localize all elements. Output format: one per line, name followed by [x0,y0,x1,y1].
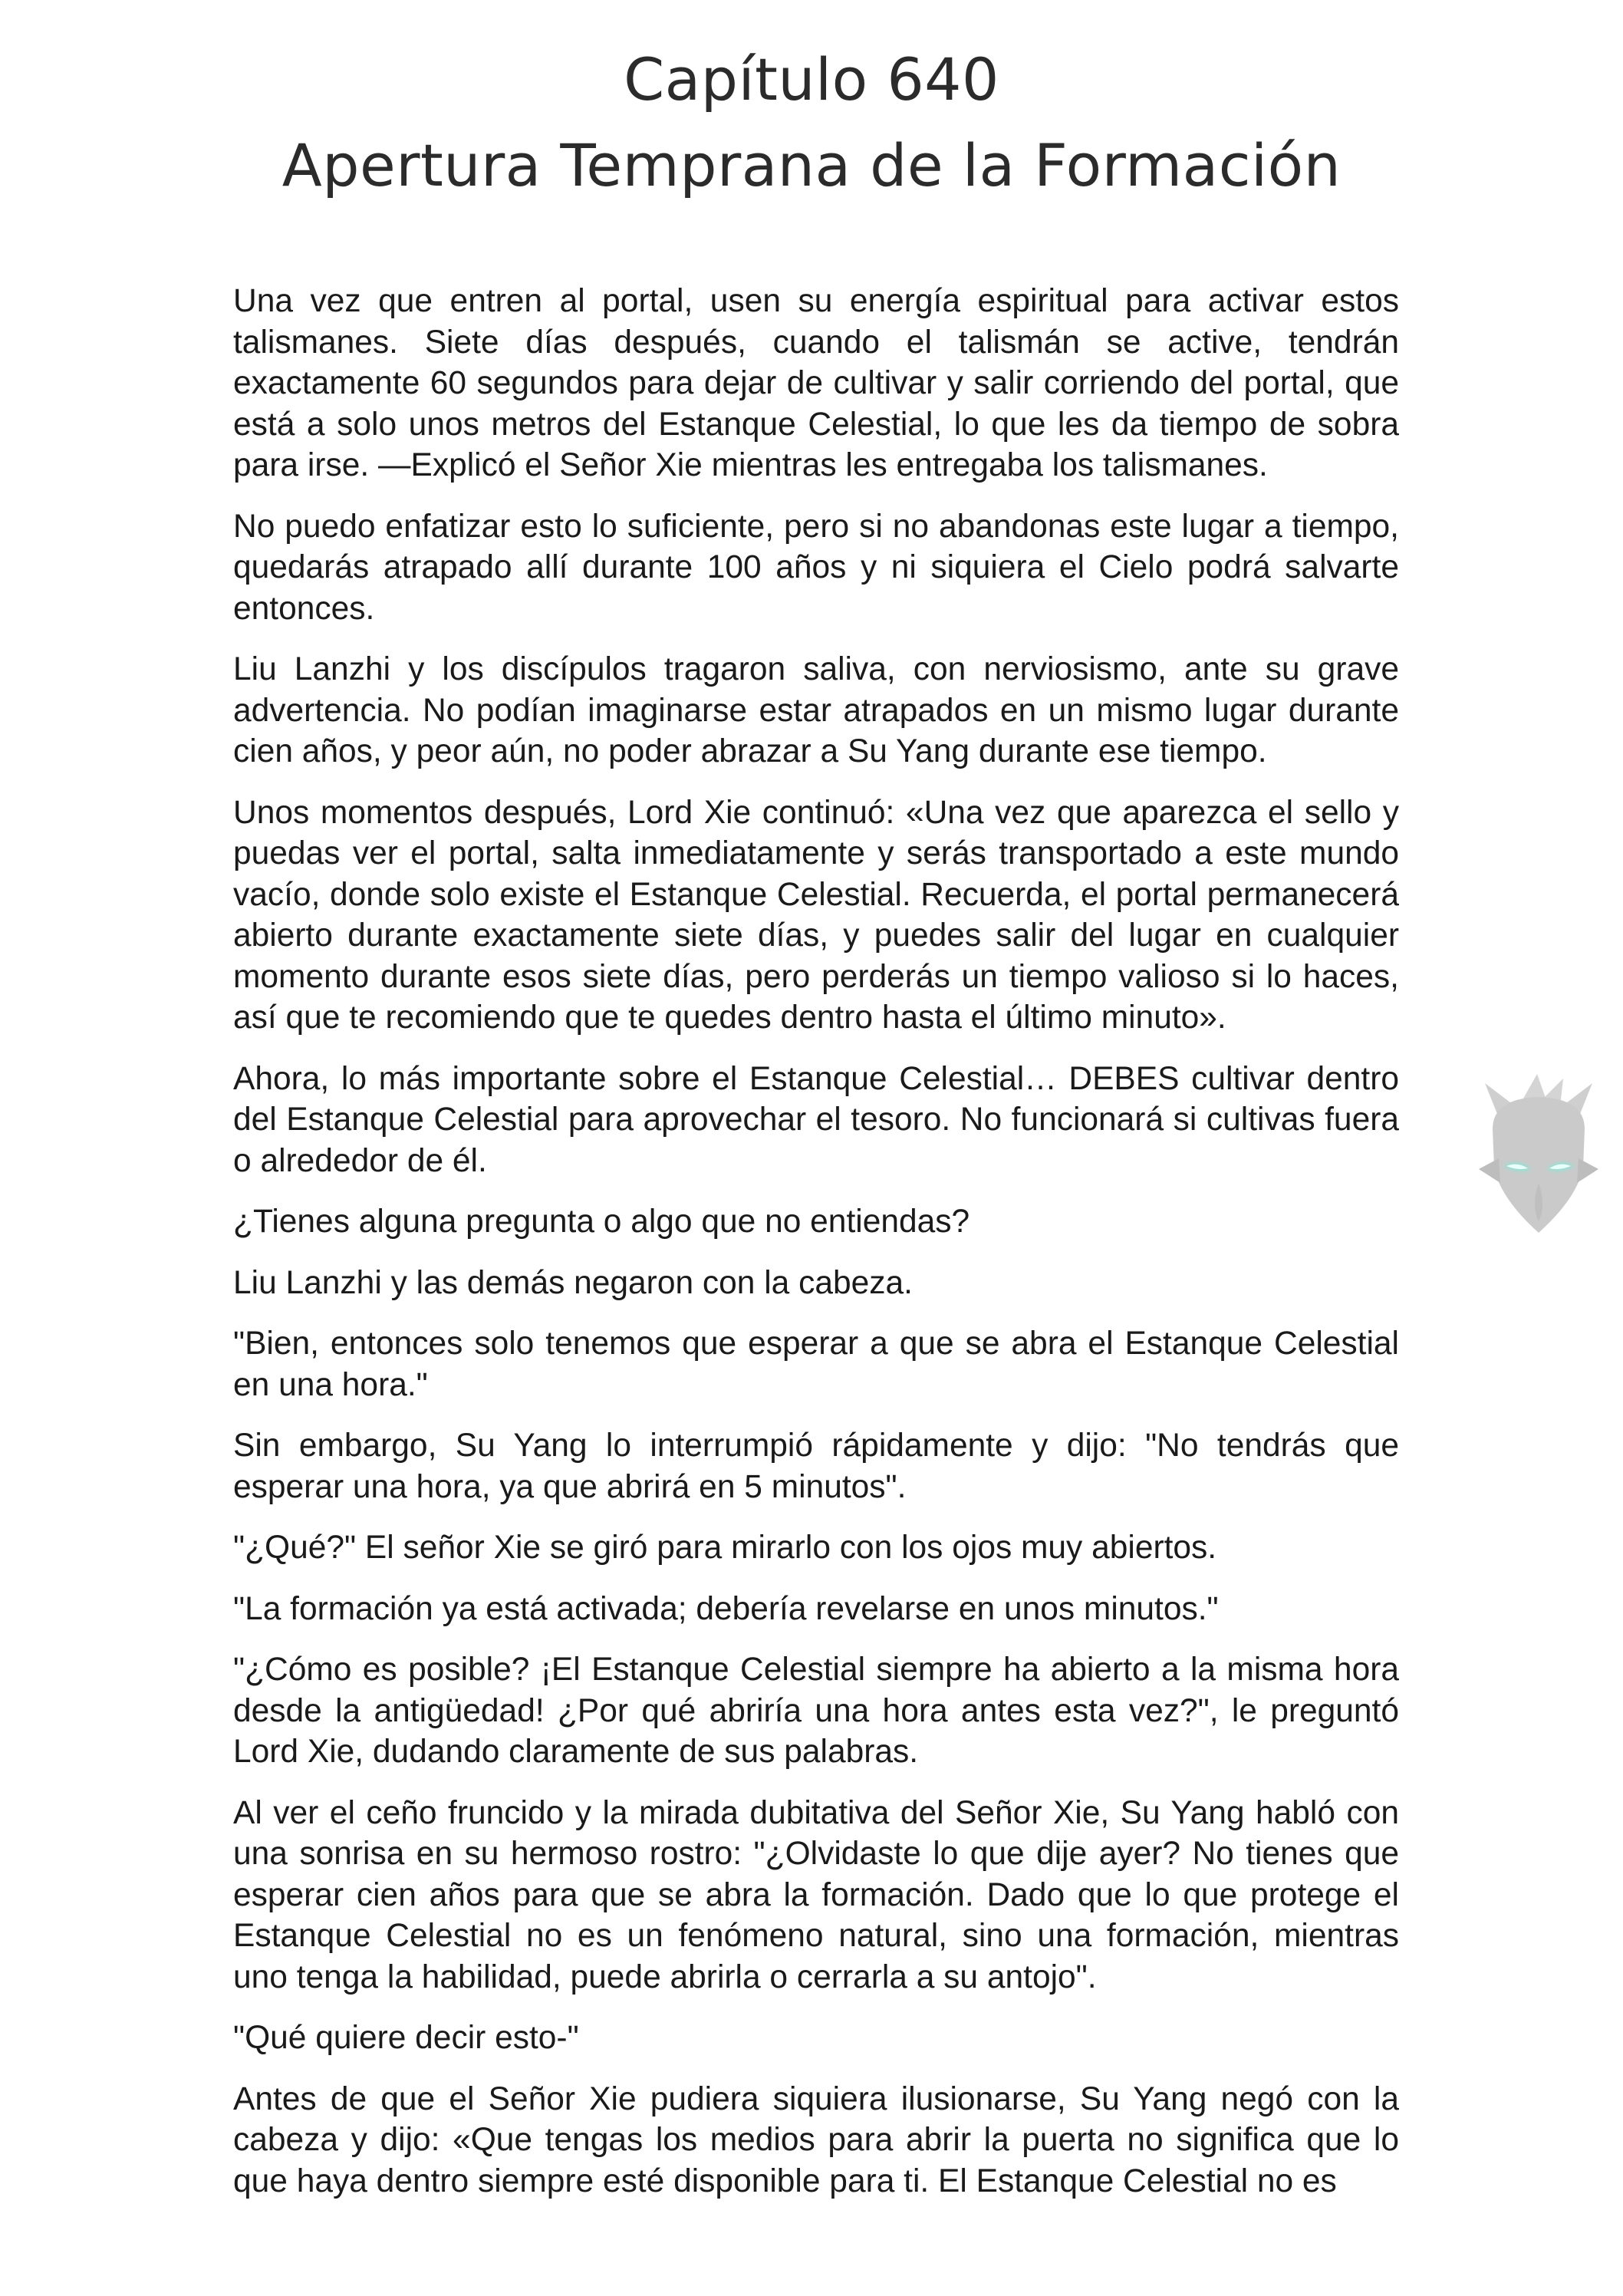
paragraph: "Qué quiere decir esto-" [233,2020,579,2056]
paragraph: Liu Lanzhi y los discípulos tragaron saliva, con nerviosismo, ante su grave advertencia. No podían imaginarse estar atrapados en un mismo lugar durante cien años, y peor aún, no poder abrazar a Su Yang durante ese tiempo. [233,651,1399,769]
paragraph: No puedo enfatizar esto lo suficiente, pero si no abandonas este lugar a tiempo, quedarás atrapado allí durante 100 años y ni siquiera el Cielo podrá salvarte entonces. [233,508,1399,627]
chapter-header [0,37,1623,209]
paragraph: "La formación ya está activada; debería revelarse en unos minutos." [233,1590,1219,1627]
chapter-number: Capítulo 640 [624,45,999,114]
chapter-body [233,281,1399,2222]
chapter-title: Apertura Temprana de la Formación [281,131,1342,199]
demon-head-icon [1470,1068,1608,1244]
paragraph: Una vez que entren al portal, usen su energía espiritual para activar estos talismanes. Siete días después, cuando el talismán se active, tendrán exactamente 60 segundos para dejar de cultivar y salir corriendo del portal, que está a solo unos metros del Estanque Celestial, lo que les da tiempo de sobra para irse. —Explicó el Señor Xie mientras les entregaba los talismanes. [233,283,1399,483]
paragraph: ¿Tienes alguna pregunta o algo que no entiendas? [233,1204,970,1240]
paragraph: Sin embargo, Su Yang lo interrumpió rápidamente y dijo: "No tendrás que esperar una hora, ya que abrirá en 5 minutos". [233,1428,1399,1505]
paragraph: "Bien, entonces solo tenemos que esperar a que se abra el Estanque Celestial en una hora." [233,1326,1399,1403]
demon-head-logo [1470,1068,1608,1244]
paragraph: Liu Lanzhi y las demás negaron con la cabeza. [233,1264,913,1301]
paragraph: Antes de que el Señor Xie pudiera siquiera ilusionarse, Su Yang negó con la cabeza y dijo: «Que tengas los medios para abrir la puerta no significa que lo que haya dentro siempre esté disponible para ti. El Estanque Celestial no es [233,2080,1399,2199]
paragraph: Al ver el ceño fruncido y la mirada dubitativa del Señor Xie, Su Yang habló con una sonrisa en su hermoso rostro: "¿Olvidaste lo que dije ayer? No tienes que esperar cien años para que se abra la formación. Dado que lo que protege el Estanque Celestial no es un fenómeno natural, sino una formación, mientras uno tenga la habilidad, puede abrirla o cerrarla a su antojo". [233,1794,1399,1995]
paragraph: Ahora, lo más importante sobre el Estanque Celestial… DEBES cultivar dentro del Estanque Celestial para aprovechar el tesoro. No funcionará si cultivas fuera o alrededor de él. [233,1060,1399,1179]
paragraph: "¿Cómo es posible? ¡El Estanque Celestial siempre ha abierto a la misma hora desde la antigüedad! ¿Por qué abriría una hora antes esta vez?", le preguntó Lord Xie, dudando claramente de sus palabras. [233,1652,1399,1770]
paragraph: "¿Qué?" El señor Xie se giró para mirarlo con los ojos muy abiertos. [233,1530,1217,1566]
paragraph: Unos momentos después, Lord Xie continuó: «Una vez que aparezca el sello y puedas ver el portal, salta inmediatamente y serás transportado a este mundo vacío, donde solo existe el Estanque Celestial. Recuerda, el portal permanecerá abierto durante exactamente siete días, y puedes salir del lugar en cualquier momento durante esos siete días, pero perderás un tiempo valioso si lo haces, así que te recomiendo que te quedes dentro hasta el último minuto». [233,794,1399,1036]
